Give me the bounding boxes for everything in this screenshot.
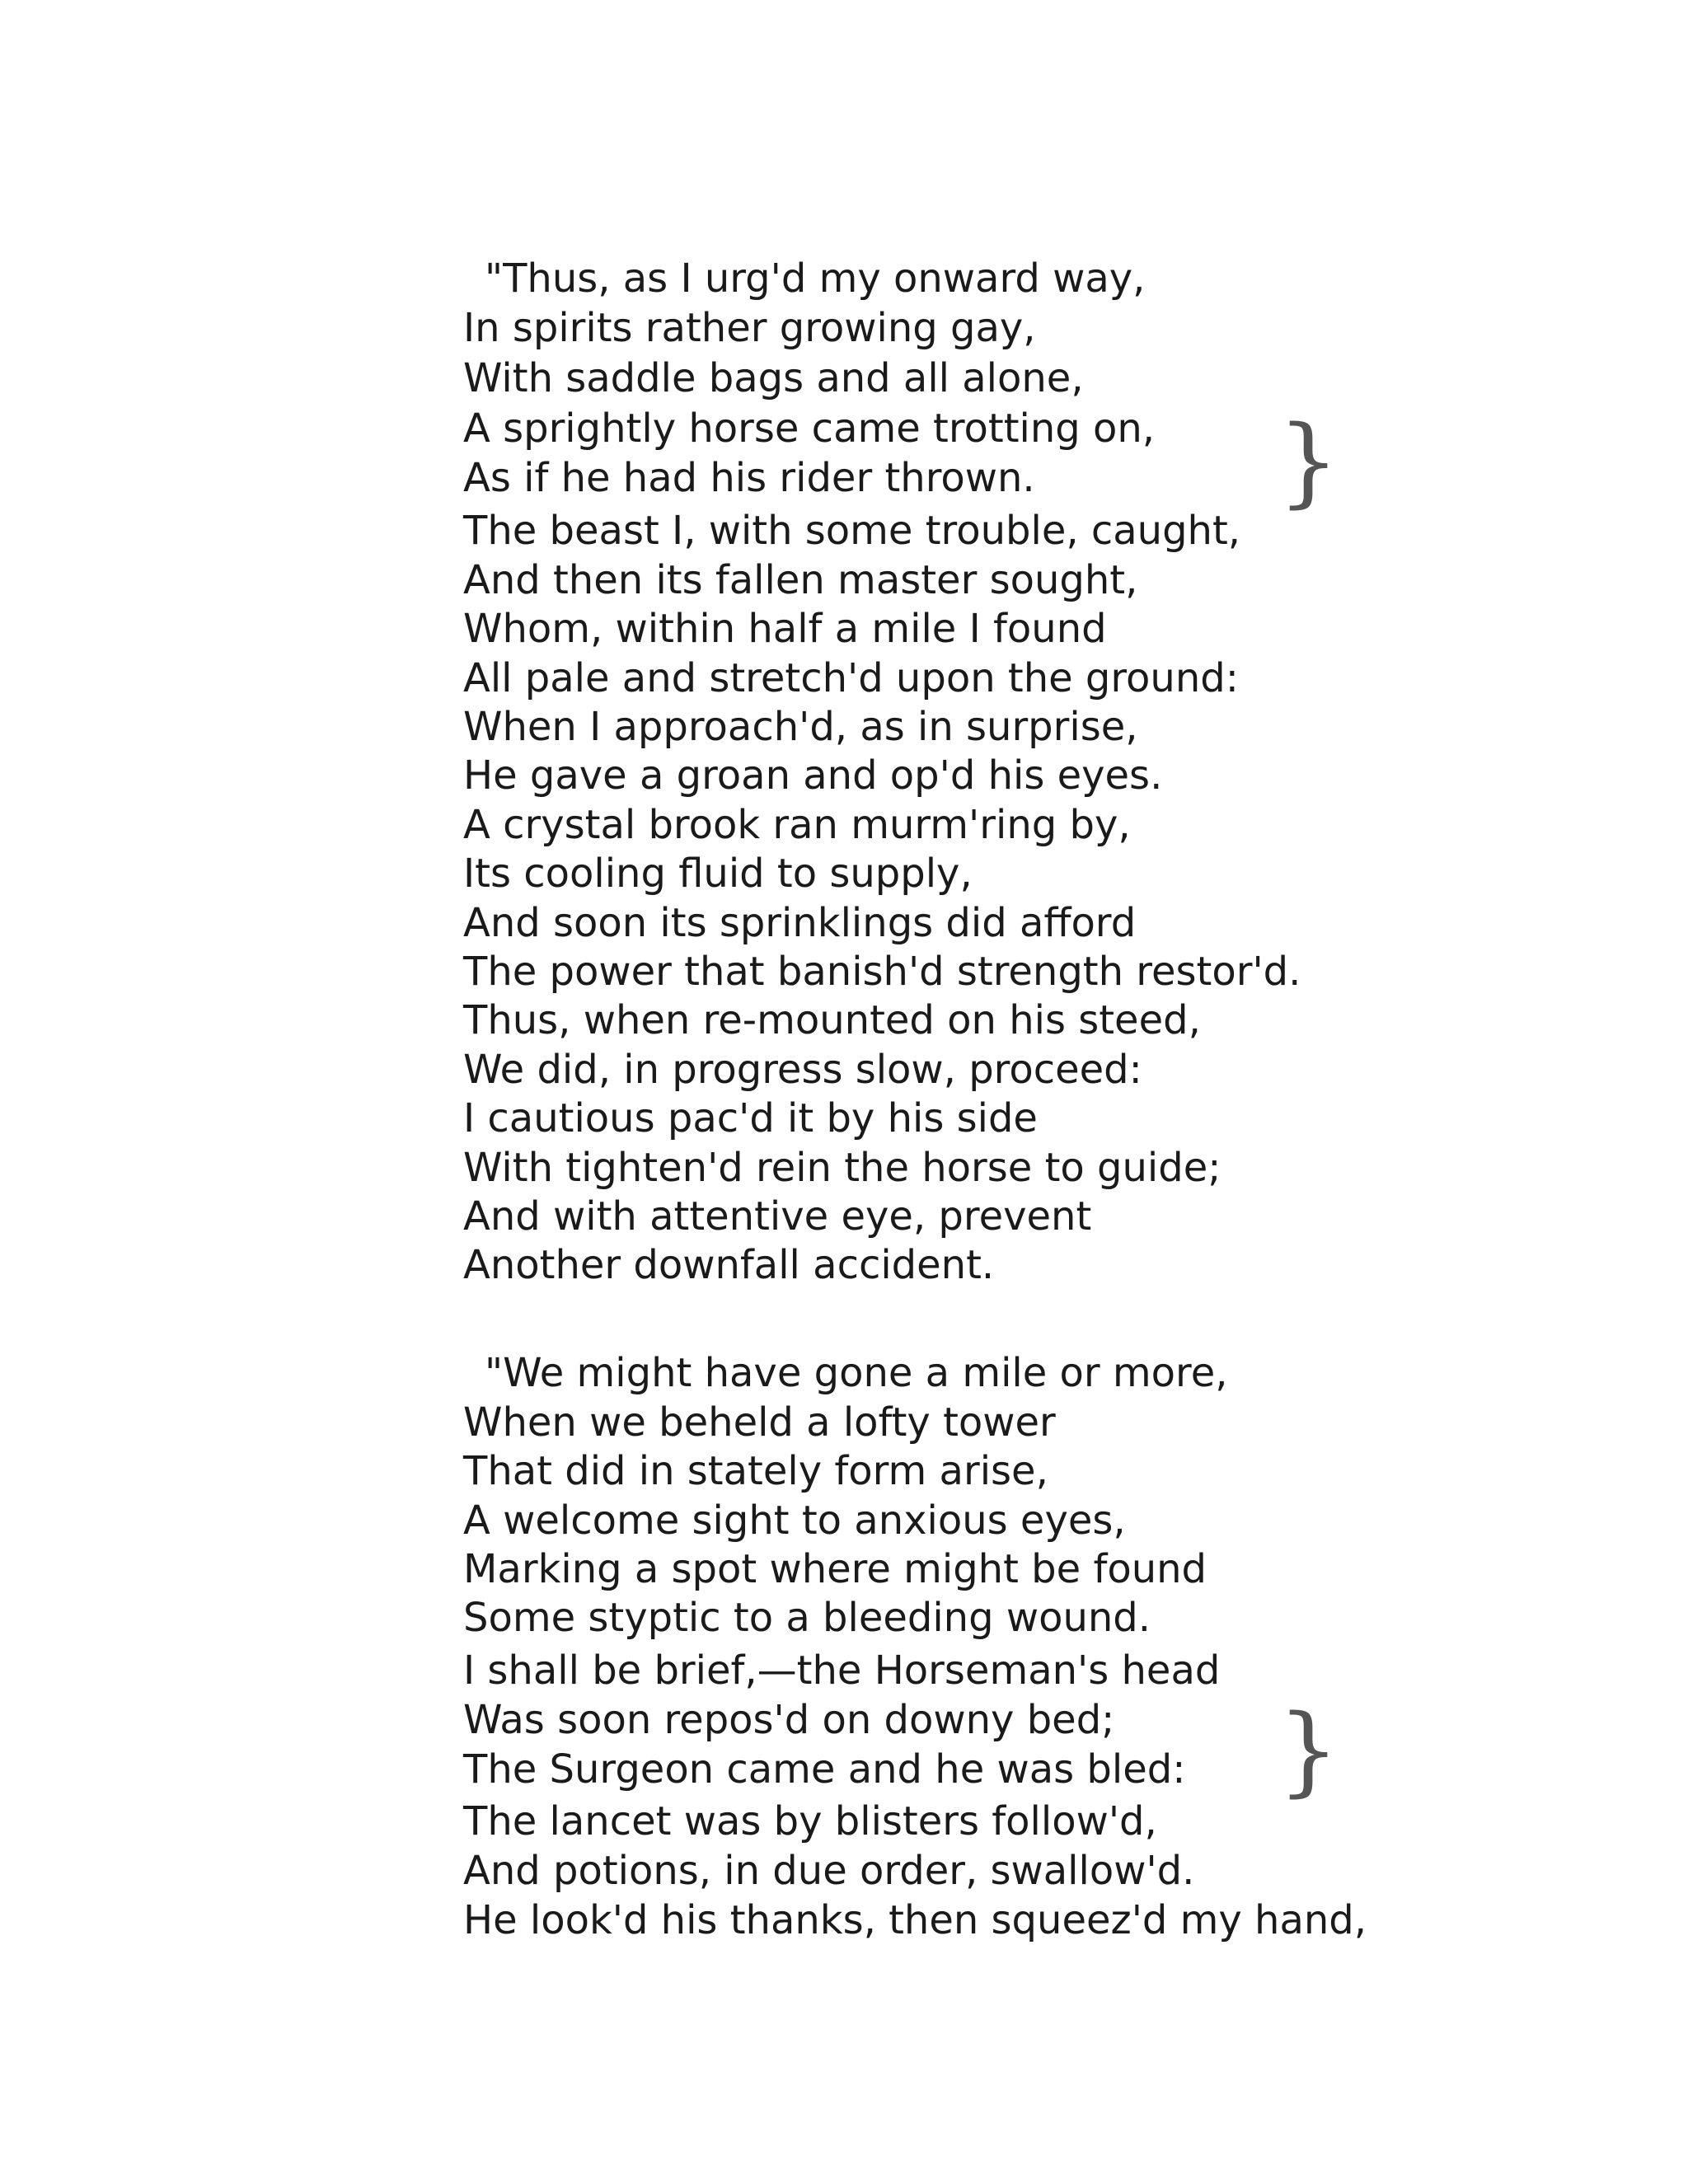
poem-line: And soon its sprinklings did afford — [463, 900, 1137, 946]
poem-line: Thus, when re-mounted on his steed, — [463, 997, 1201, 1043]
poem-line: Its cooling fluid to supply, — [463, 851, 973, 897]
poem-line: Another downfall accident. — [463, 1242, 995, 1288]
poem-line: I cautious pac'd it by his side — [463, 1095, 1038, 1141]
poem-line: As if he had his rider thrown. — [463, 455, 1035, 501]
poem-line: A sprightly horse came trotting on, — [463, 405, 1156, 452]
poem-line: All pale and stretch'd upon the ground: — [463, 655, 1239, 701]
poem-line: Whom, within half a mile I found — [463, 606, 1107, 652]
brace-mark: } — [1278, 1693, 1340, 1807]
poem-line: And potions, in due order, swallow'd. — [463, 1848, 1195, 1894]
poem-line: The lancet was by blisters follow'd, — [463, 1798, 1157, 1844]
poem-line: When we beheld a lofty tower — [463, 1399, 1056, 1446]
poem-line: That did in stately form arise, — [463, 1448, 1048, 1494]
poem-line: A crystal brook ran murm'ring by, — [463, 802, 1131, 848]
poem-line: The beast I, with some trouble, caught, — [463, 508, 1241, 554]
poem-line: He look'd his thanks, then squeez'd my hand, — [463, 1897, 1367, 1943]
poem-line: "We might have gone a mile or more, — [485, 1350, 1228, 1396]
poem-line: He gave a groan and op'd his eyes. — [463, 752, 1163, 799]
brace-mark: } — [1278, 404, 1340, 518]
poem-line: We did, in progress slow, proceed: — [463, 1047, 1142, 1093]
poem-line: And then its fallen master sought, — [463, 557, 1138, 603]
poem-line: The power that banish'd strength restor'd. — [463, 949, 1301, 995]
poem-line: A welcome sight to anxious eyes, — [463, 1497, 1126, 1544]
poem-line: With saddle bags and all alone, — [463, 355, 1084, 401]
poem-line: Some styptic to a bleeding wound. — [463, 1595, 1151, 1641]
poem-line: I shall be brief,—the Horseman's head — [463, 1647, 1221, 1694]
poem-line: "Thus, as I urg'd my onward way, — [485, 255, 1146, 302]
poem-line: And with attentive eye, prevent — [463, 1193, 1092, 1240]
poem-line: When I approach'd, as in surprise, — [463, 704, 1138, 750]
poem-line: In spirits rather growing gay, — [463, 305, 1036, 351]
poem-line: Was soon repos'd on downy bed; — [463, 1697, 1115, 1743]
poem-line: Marking a spot where might be found — [463, 1546, 1207, 1592]
poem-line: The Surgeon came and he was bled: — [463, 1746, 1186, 1793]
poem-line: With tighten'd rein the horse to guide; — [463, 1145, 1221, 1191]
